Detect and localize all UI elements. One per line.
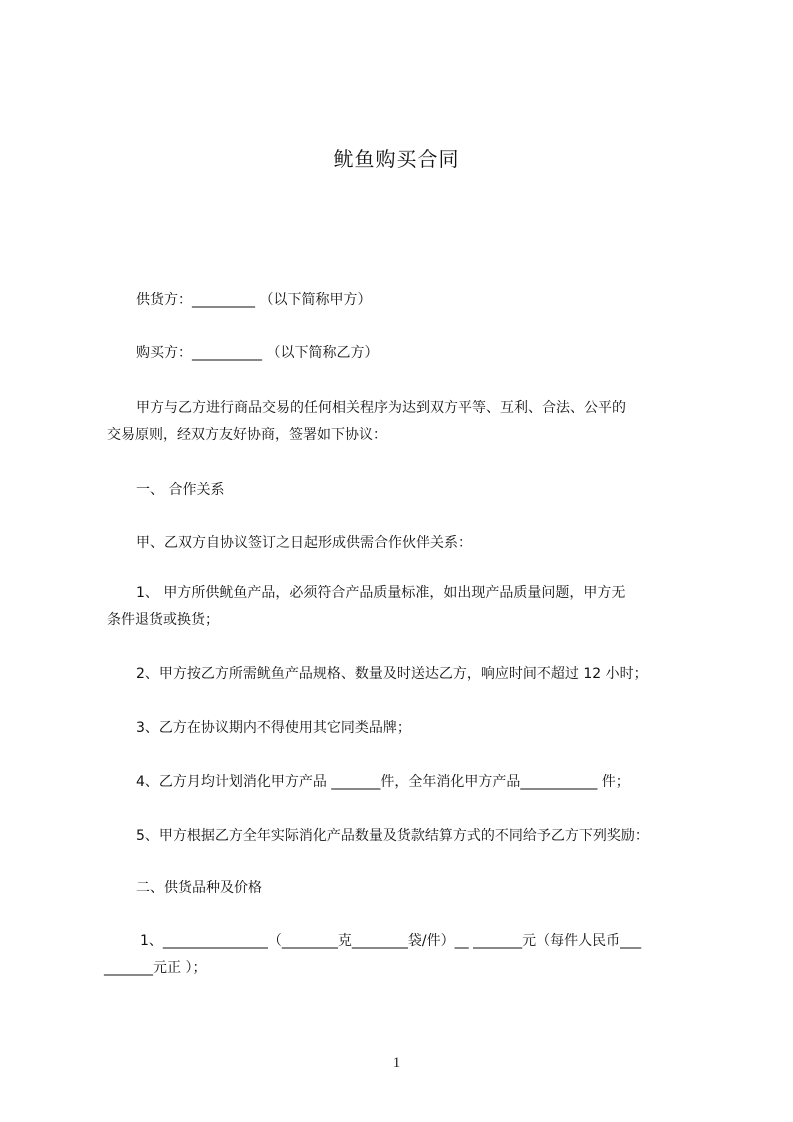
section-2-heading: 二、供货品种及价格 — [136, 880, 262, 896]
document-title: 鱿鱼购买合同 — [333, 147, 460, 171]
intro-paragraph-line-1: 甲方与乙方进行商品交易的任何相关程序为达到双方平等、互利、合法、公平的 — [136, 400, 626, 416]
supplier-line: 供货方：_________ （以下简称甲方） — [136, 292, 372, 308]
clause-1-line-1: 1、 甲方所供鱿鱼产品，必须符合产品质量标准，如出现产品质量问题，甲方无 — [136, 585, 626, 601]
buyer-line: 购买方：__________ （以下简称乙方） — [136, 345, 379, 361]
intro-paragraph-line-2: 交易原则，经双方友好协商，签署如下协议： — [107, 427, 387, 443]
price-item-line-1: 1、_______________（________克________袋/件）__ _______元（每件人民币___ — [140, 933, 642, 949]
price-item-line-2: _______元正 ）； — [104, 960, 207, 976]
clause-5: 5、甲方根据乙方全年实际消化产品数量及货款结算方式的不同给予乙方下列奖励： — [136, 828, 649, 844]
clause-2: 2、甲方按乙方所需鱿鱼产品规格、数量及时送达乙方，响应时间不超过 12 小时； — [136, 666, 648, 682]
clause-3: 3、乙方在协议期内不得使用其它同类品牌； — [136, 720, 411, 736]
section-1-statement: 甲、乙双方自协议签订之日起形成供需合作伙伴关系： — [136, 535, 472, 551]
section-1-heading: 一、 合作关系 — [136, 482, 225, 498]
clause-1-line-2: 条件退货或换货； — [107, 612, 219, 628]
page-number: 1 — [392, 1055, 401, 1071]
clause-4: 4、乙方月均计划消化甲方产品 _______件，全年消化甲方产品___________ 件； — [136, 774, 630, 790]
